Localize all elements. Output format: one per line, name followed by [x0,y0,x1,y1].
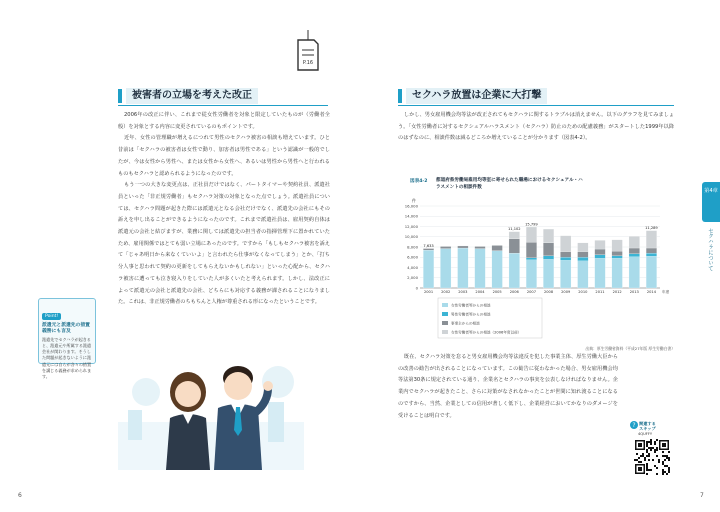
page-number-right: 7 [700,492,704,499]
x-unit-label: 年度 [662,290,670,294]
bar-segment [458,248,469,288]
chapter-badge: 第4章 [702,182,720,222]
bar-segment [509,232,520,239]
legend-swatch [442,321,448,325]
y-tick-label: 14,000 [404,213,418,219]
bar-segment [526,227,537,242]
bar-segment [578,243,589,252]
y-tick-label: 6,000 [407,254,418,260]
y-tick-label: 8,000 [407,244,418,250]
legend-entry: 男性労働者等からの相談 [451,312,491,317]
paragraph: 既在、セクハラ対策を怠ると男女雇用機会均等法違反を犯した事業主体、厚生労働大臣からの改善の勧告が出されることになっています。この勧告に従わなかった場合、男女雇用機会均等法第30条に規定されている通り、企業名とセクハラの事実を公表しなければなりません。企業内でセクハラが起きたこと、さらに対策がなされなかったことが世間に知れ渡ることになるのですから、当然、企業としての信用が著しく低下し、企業経営においてかなりのダメージを受けることは明白です。 [398,354,618,419]
legend-entry: 女性労働者等からの相談（2006年度以前） [451,330,522,335]
bar-segment [646,256,657,288]
x-tick-label: 2008 [543,290,554,294]
figure-title: 都道府県労働局雇用均等室に寄せられた職場におけるセクシュアル・ハラスメントの相談件数 [436,178,583,190]
question-icon [630,421,638,429]
skip-code: 4QUFFY [638,432,653,436]
left-body [118,110,330,309]
section-title-right: セクハラ放置は企業に大打撃 [406,88,547,104]
y-tick-label: 0 [415,285,418,291]
bar-segment [526,260,537,288]
bar-segment [629,254,640,257]
point-title: 派遣元と派遣先の措置義務にも言及 [42,323,90,335]
bar-segment [440,246,451,248]
x-tick-label: 2009 [561,290,571,294]
section-title-left: 被害者の立場を考えた改正 [126,88,258,104]
bar-segment [560,260,571,288]
bar-segment [646,253,657,256]
x-tick-label: 2014 [646,290,657,294]
bar-segment [595,255,606,259]
bar-segment [612,240,623,251]
skip-qr-box[interactable] [630,420,674,484]
bar-segment [646,231,657,248]
bar-segment [578,257,589,261]
bar-segment [526,258,537,260]
heading-rule [398,105,674,106]
right-intro [398,110,674,145]
bar-segment [595,258,606,288]
data-label: 11,289 [645,226,658,231]
x-tick-label: 2004 [475,290,485,294]
bar-segment [560,257,571,260]
y-tick-label: 2,000 [407,275,418,281]
figure-label: 図表4-2 [410,179,428,184]
section-heading-left [118,88,258,104]
x-tick-label: 2005 [492,290,502,294]
bar-segment [543,229,554,243]
heading-accent [398,89,402,103]
chapter-subtitle: セクハラについて [707,228,713,272]
paragraph: 2006年の改正に伴い、これまで従女性労働者を対象と限定していたものが（労働者全般）を対象とする内容に変更されているのもポイントです。 [118,112,330,130]
x-tick-label: 2003 [458,290,468,294]
paragraph: 近年、女性の管理職が増えるにつれて男性のセクハラ被害の相談も増えています。ひと昔前は「セクハラの被害者は女性で動り、加害者は男性である」という認識が一般的でしたが、今は女性から男性へ、または女性から女性へ、あるいは男性から男性へと行われるものもセクハラと認められるようになったのです。 [118,135,330,177]
bar-segment [595,249,606,255]
bar-segment [543,256,554,260]
bar-segment [492,251,503,288]
bar-segment [423,250,434,288]
bar-segment [612,258,623,288]
data-label: 7,633 [423,244,434,249]
bar-segment [560,252,571,258]
page-reference[interactable]: P.16 [302,60,314,66]
bar-segment [612,251,623,256]
bar-segment [646,248,657,253]
y-tick-label: 16,000 [404,203,418,209]
heading-accent [118,89,122,103]
bar-segment [509,253,520,288]
data-label: 11,102 [507,227,521,232]
legend-swatch [442,330,448,334]
bar-segment [440,249,451,288]
bar-segment [475,249,486,288]
bar-segment [543,243,554,256]
business-people-illustration [118,352,304,470]
x-tick-label: 2013 [629,290,639,294]
bar-segment [526,242,537,257]
legend-entry: 女性労働者等からの相談 [451,303,491,308]
bar-segment [458,246,469,248]
x-tick-label: 2012 [612,290,622,294]
bar-segment [578,261,589,288]
bar-segment [543,259,554,288]
point-callout [38,298,96,380]
legend-swatch [442,312,448,316]
legend-swatch [442,303,448,307]
heading-rule [118,105,328,106]
bar-segment [492,245,503,250]
page-number-left: 6 [18,492,22,499]
y-tick-label: 10,000 [404,234,418,240]
y-tick-label: 12,000 [404,223,418,229]
right-body [398,352,618,422]
bar-segment [612,256,623,259]
paragraph: しかし、男女雇用機会均等法が改正されてもセクハラに関するトラブルは消えません。以下のグラフを見てみましょう。「女性労働者に対するセクシュアルハラスメント（セクハラ）防止のための配慮義務」がスタートした1999年以降のはずなのに、相談件数は減るどころか増えていることが分かります（図表4-2）。 [398,112,674,142]
data-label: 15,799 [525,222,538,227]
bar-segment [629,257,640,288]
y-tick-label: 4,000 [407,264,418,270]
bar-segment [595,240,606,249]
consultation-count-chart [398,194,674,344]
bar-segment [423,249,434,251]
bar-segment [629,248,640,254]
bar-segment [475,246,486,248]
bar-segment [509,239,520,253]
x-tick-label: 2007 [526,290,537,294]
chart-source: 出典：厚生労働省資料（平成27年版 厚生労働白書） [585,346,675,351]
x-tick-label: 2002 [441,290,451,294]
qr-code-icon[interactable] [634,439,670,475]
skip-label-2: スキップ [639,426,656,432]
x-tick-label: 2006 [509,290,519,294]
x-tick-label: 2011 [595,290,605,294]
x-tick-label: 2001 [423,290,434,294]
document-icon [294,30,322,74]
x-tick-label: 2010 [578,290,588,294]
bar-segment [578,252,589,258]
svg-text:?: ? [632,422,636,429]
chapter-tab[interactable] [702,182,720,332]
skip-label-1: 関連する [639,421,656,426]
bar-segment [629,236,640,248]
point-badge: Point! [42,313,61,320]
legend-entry: 事業主からの相談 [451,321,480,326]
point-text: 派遣先でセクハラが起きると、派遣元や所属する派遣会社が関わります。そうした問題が起きないように派遣元には自らが各々の措置を講じる義務が求められます。 [42,336,92,380]
section-heading-right [398,88,547,104]
paragraph: もう一つの大きな変更点は、正社員だけではなく、パートタイマーや契約社員、派遣社員といった「非正規労働者」もセクハラ対策の対象となった点でしょう。派遣社員については、セクハラ問題が起きた際には派遣元となる会社だけでなく、派遣先の会社にもその訴えを申し出ることができるようになったのです。これまで派遣社員は、雇用契約自体は派遣元の会社と結びますが、業務に関しては派遣先の担当者の指揮管理下に置かれていたため、雇用関係ではとても弱い立場にあったのです。ですから「もしもセクハラ被害を訴えて「じゃあ明日から来なくていいよ」と言われたら仕事がなくなってしまう」とか、「打ち分人事と思われて契約の更新をしてもらえないかもしれない」といった心配から、セクハラ被害に遭っても泣き寝入りをしていた人が多くいたと考えられます。しかし、法改正によって派遣元の会社と派遣先の会社、どちらにも対応する義務が課されることになりました。これは、非正規労働者のちもちんと人権が尊重される形になったということです。 [118,182,330,306]
y-unit-label: 件 [412,198,416,203]
bar-segment [560,236,571,252]
skip-label [639,421,656,431]
